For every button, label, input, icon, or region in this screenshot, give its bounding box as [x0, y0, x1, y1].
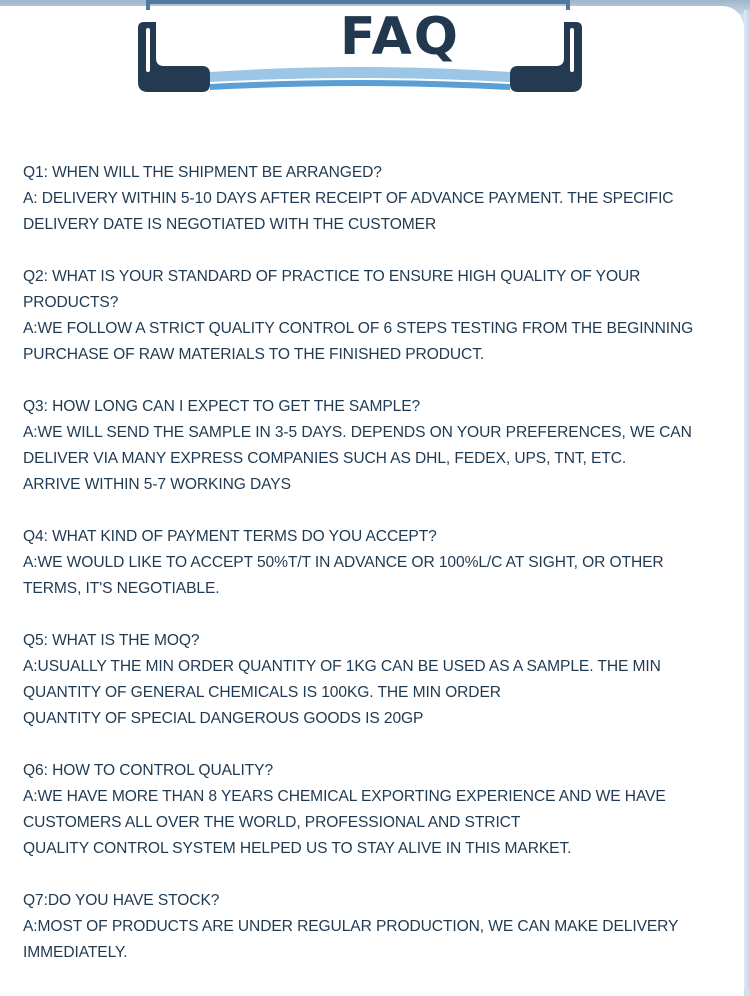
faq-answer-line: A:WE WOULD LIKE TO ACCEPT 50%T/T IN ADVANCE OR 100%L/C AT SIGHT, OR OTHER [23, 554, 664, 571]
faq-item-q3 [23, 394, 723, 498]
faq-item-q5 [23, 628, 723, 732]
faq-item-q4 [23, 524, 723, 602]
faq-answer-line: ARRIVE WITHIN 5-7 WORKING DAYS [23, 476, 291, 493]
faq-question: Q3: HOW LONG CAN I EXPECT TO GET THE SAMPLE? [23, 398, 421, 415]
faq-answer-line: A:USUALLY THE MIN ORDER QUANTITY OF 1KG CAN BE USED AS A SAMPLE. THE MIN [23, 658, 661, 675]
faq-question: Q5: WHAT IS THE MOQ? [23, 632, 200, 649]
faq-question: Q2: WHAT IS YOUR STANDARD OF PRACTICE TO ENSURE HIGH QUALITY OF YOUR [23, 268, 641, 285]
faq-question: Q4: WHAT KIND OF PAYMENT TERMS DO YOU ACCEPT? [23, 528, 437, 545]
faq-answer-line: QUANTITY OF GENERAL CHEMICALS IS 100KG. THE MIN ORDER [23, 684, 501, 701]
faq-answer-line: DELIVERY DATE IS NEGOTIATED WITH THE CUSTOMER [23, 216, 437, 233]
faq-banner [130, 0, 590, 100]
faq-item-q2 [23, 264, 723, 368]
faq-question: Q1: WHEN WILL THE SHIPMENT BE ARRANGED? [23, 164, 382, 181]
faq-item-q1 [23, 160, 723, 238]
faq-answer-line: QUALITY CONTROL SYSTEM HELPED US TO STAY ALIVE IN THIS MARKET. [23, 840, 572, 857]
faq-answer-line: A:MOST OF PRODUCTS ARE UNDER REGULAR PRODUCTION, WE CAN MAKE DELIVERY [23, 918, 679, 935]
faq-answer-line: A: DELIVERY WITHIN 5-10 DAYS AFTER RECEIPT OF ADVANCE PAYMENT. THE SPECIFIC [23, 190, 674, 207]
faq-answer-line: A:WE WILL SEND THE SAMPLE IN 3-5 DAYS. DEPENDS ON YOUR PREFERENCES, WE CAN [23, 424, 692, 441]
faq-answer-line: QUANTITY OF SPECIAL DANGEROUS GOODS IS 20GP [23, 710, 424, 727]
faq-list [23, 160, 723, 992]
faq-answer-line: TERMS, IT'S NEGOTIABLE. [23, 580, 220, 597]
faq-answer-line: IMMEDIATELY. [23, 944, 128, 961]
faq-answer-line: PURCHASE OF RAW MATERIALS TO THE FINISHED PRODUCT. [23, 346, 485, 363]
faq-answer-line: DELIVER VIA MANY EXPRESS COMPANIES SUCH AS DHL, FEDEX, UPS, TNT, ETC. [23, 450, 627, 467]
faq-question-continued: PRODUCTS? [23, 294, 119, 311]
faq-question: Q6: HOW TO CONTROL QUALITY? [23, 762, 274, 779]
faq-question: Q7:DO YOU HAVE STOCK? [23, 892, 220, 909]
faq-answer-line: A:WE HAVE MORE THAN 8 YEARS CHEMICAL EXPORTING EXPERIENCE AND WE HAVE [23, 788, 666, 805]
page-title: FAQ [339, 7, 460, 67]
card-edge-shadow [744, 10, 750, 989]
faq-item-q6 [23, 758, 723, 862]
faq-answer-line: A:WE FOLLOW A STRICT QUALITY CONTROL OF 6 STEPS TESTING FROM THE BEGINNING [23, 320, 694, 337]
faq-answer-line: CUSTOMERS ALL OVER THE WORLD, PROFESSIONAL AND STRICT [23, 814, 521, 831]
faq-item-q7 [23, 888, 723, 966]
